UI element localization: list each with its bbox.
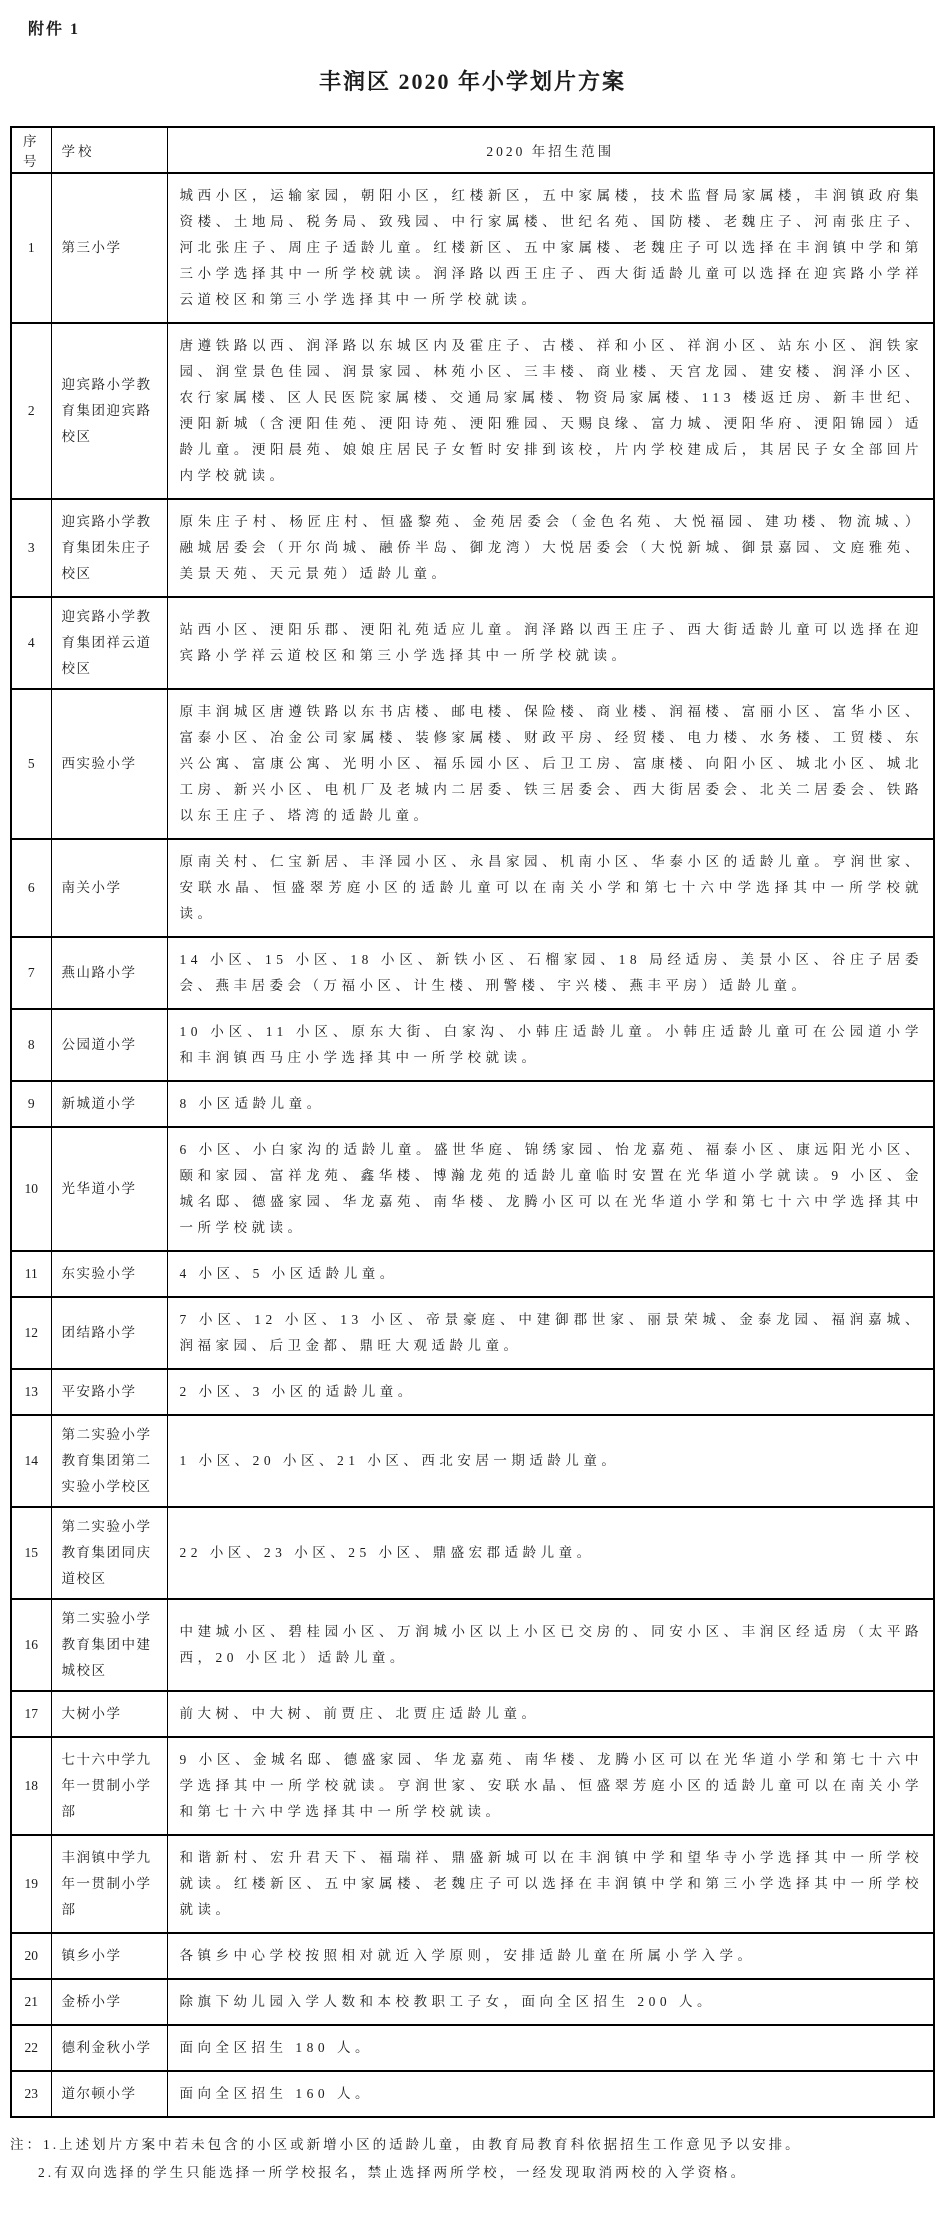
school-name-cell: 第二实验小学教育集团第二实验小学校区 <box>51 1415 167 1507</box>
enrollment-range-cell: 原南关村、仁宝新居、丰泽园小区、永昌家园、机南小区、华泰小区的适龄儿童。亨润世家、安联水晶、恒盛翠芳庭小区的适龄儿童可以在南关小学和第七十六中学选择其中一所学校就读。 <box>167 839 934 937</box>
zoning-table-body <box>11 173 934 2117</box>
table-row <box>11 1127 934 1251</box>
table-row <box>11 2025 934 2071</box>
enrollment-range-cell: 7 小区、12 小区、13 小区、帝景豪庭、中建御郡世家、丽景荣城、金泰龙园、福润嘉城、润福家园、后卫金都、鼎旺大观适龄儿童。 <box>167 1297 934 1369</box>
table-row <box>11 689 934 839</box>
row-number-cell: 4 <box>11 597 51 689</box>
table-row <box>11 1507 934 1599</box>
school-name-cell: 公园道小学 <box>51 1009 167 1081</box>
school-name-cell: 团结路小学 <box>51 1297 167 1369</box>
row-number-cell: 8 <box>11 1009 51 1081</box>
row-number-cell: 10 <box>11 1127 51 1251</box>
table-row <box>11 1251 934 1297</box>
school-name-cell: 燕山路小学 <box>51 937 167 1009</box>
enrollment-range-cell: 和谐新村、宏升君天下、福瑞祥、鼎盛新城可以在丰润镇中学和望华寺小学选择其中一所学校就读。红楼新区、五中家属楼、老魏庄子可以选择在丰润镇中学和第三小学选择其中一所学校就读。 <box>167 1835 934 1933</box>
school-name-cell: 光华道小学 <box>51 1127 167 1251</box>
school-name-cell: 金桥小学 <box>51 1979 167 2025</box>
school-name-cell: 迎宾路小学教育集团迎宾路校区 <box>51 323 167 499</box>
row-number-cell: 12 <box>11 1297 51 1369</box>
school-name-cell: 德利金秋小学 <box>51 2025 167 2071</box>
table-row <box>11 1933 934 1979</box>
school-name-cell: 丰润镇中学九年一贯制小学部 <box>51 1835 167 1933</box>
enrollment-range-cell: 面向全区招生 180 人。 <box>167 2025 934 2071</box>
school-name-cell: 第三小学 <box>51 173 167 323</box>
school-name-cell: 大树小学 <box>51 1691 167 1737</box>
enrollment-range-cell: 站西小区、浭阳乐郡、浭阳礼苑适应儿童。润泽路以西王庄子、西大街适龄儿童可以选择在迎宾路小学祥云道校区和第三小学选择其中一所学校就读。 <box>167 597 934 689</box>
row-number-cell: 23 <box>11 2071 51 2117</box>
enrollment-range-cell: 城西小区，运输家园，朝阳小区，红楼新区，五中家属楼，技术监督局家属楼，丰润镇政府集资楼、土地局、税务局、致残园、中行家属楼、世纪名苑、国防楼、老魏庄子、河南张庄子、河北张庄子、周庄子适龄儿童。红楼新区、五中家属楼、老魏庄子可以选择在丰润镇中学和第三小学选择其中一所学校就读。润泽路以西王庄子、西大街适龄儿童可以选择在迎宾路小学祥云道校区和第三小学选择其中一所学校就读。 <box>167 173 934 323</box>
enrollment-range-cell: 10 小区、11 小区、原东大街、白家沟、小韩庄适龄儿童。小韩庄适龄儿童可在公园道小学和丰润镇西马庄小学选择其中一所学校就读。 <box>167 1009 934 1081</box>
row-number-cell: 5 <box>11 689 51 839</box>
attachment-label: 附件 1 <box>28 21 81 38</box>
enrollment-range-cell: 4 小区、5 小区适龄儿童。 <box>167 1251 934 1297</box>
table-row <box>11 1691 934 1737</box>
table-row <box>11 839 934 937</box>
enrollment-range-cell: 原朱庄子村、杨匠庄村、恒盛黎苑、金苑居委会（金色名苑、大悦福园、建功楼、物流城、）融城居委会（开尔尚城、融侨半岛、御龙湾）大悦居委会（大悦新城、御景嘉园、文庭雅苑、美景天苑、天元景苑）适龄儿童。 <box>167 499 934 597</box>
row-number-cell: 21 <box>11 1979 51 2025</box>
row-number-cell: 22 <box>11 2025 51 2071</box>
enrollment-range-cell: 8 小区适龄儿童。 <box>167 1081 934 1127</box>
table-row <box>11 499 934 597</box>
note-line-2: 2.有双向选择的学生只能选择一所学校报名，禁止选择两所学校，一经发现取消两校的入学资格。 <box>38 2165 748 2180</box>
row-number-cell: 16 <box>11 1599 51 1691</box>
enrollment-range-cell: 原丰润城区唐遵铁路以东书店楼、邮电楼、保险楼、商业楼、润福楼、富丽小区、富华小区、富泰小区、冶金公司家属楼、装修家属楼、财政平房、经贸楼、电力楼、水务楼、工贸楼、东兴公寓、富康公寓、光明小区、福乐园小区、后卫工房、富康楼、向阳小区、城北小区、城北工房、新兴小区、电机厂及老城内二居委、铁三居委会、西大街居委会、北关二居委会、铁路以东王庄子、塔湾的适龄儿童。 <box>167 689 934 839</box>
school-name-cell: 新城道小学 <box>51 1081 167 1127</box>
school-name-cell: 平安路小学 <box>51 1369 167 1415</box>
row-number-cell: 15 <box>11 1507 51 1599</box>
table-row <box>11 323 934 499</box>
table-header-row <box>11 127 934 173</box>
enrollment-range-cell: 2 小区、3 小区的适龄儿童。 <box>167 1369 934 1415</box>
school-name-cell: 第二实验小学教育集团中建城校区 <box>51 1599 167 1691</box>
column-header-range: 2020 年招生范围 <box>167 127 934 173</box>
row-number-cell: 1 <box>11 173 51 323</box>
page-title: 丰润区 2020 年小学划片方案 <box>318 69 626 94</box>
enrollment-range-cell: 6 小区、小白家沟的适龄儿童。盛世华庭、锦绣家园、怡龙嘉苑、福泰小区、康远阳光小区、颐和家园、富祥龙苑、鑫华楼、博瀚龙苑的适龄儿童临时安置在光华道小学就读。9 小区、金城名邸、德盛家园、华龙嘉苑、南华楼、龙腾小区可以在光华道小学和第七十六中学选择其中一所学校就读。 <box>167 1127 934 1251</box>
table-row <box>11 1737 934 1835</box>
enrollment-range-cell: 唐遵铁路以西、润泽路以东城区内及霍庄子、古楼、祥和小区、祥润小区、站东小区、润铁家园、润堂景色佳园、润景家园、林苑小区、三丰楼、商业楼、天宫龙园、建安楼、润泽小区、农行家属楼、区人民医院家属楼、交通局家属楼、物资局家属楼、113 楼返迁房、新丰世纪、浭阳新城（含浭阳佳苑、浭阳诗苑、浭阳雅园、天赐良缘、富力城、浭阳华府、浭阳锦园）适龄儿童。浭阳晨苑、娘娘庄居民子女暂时安排到该校，片内学校建成后，其居民子女全部回片内学校就读。 <box>167 323 934 499</box>
column-header-school: 学校 <box>51 127 167 173</box>
table-row <box>11 937 934 1009</box>
enrollment-range-cell: 除旗下幼儿园入学人数和本校教职工子女，面向全区招生 200 人。 <box>167 1979 934 2025</box>
table-row <box>11 597 934 689</box>
table-row <box>11 173 934 323</box>
zoning-table <box>10 126 935 2118</box>
enrollment-range-cell: 前大树、中大树、前贾庄、北贾庄适龄儿童。 <box>167 1691 934 1737</box>
table-row <box>11 1835 934 1933</box>
school-name-cell: 迎宾路小学教育集团祥云道校区 <box>51 597 167 689</box>
row-number-cell: 18 <box>11 1737 51 1835</box>
school-name-cell: 西实验小学 <box>51 689 167 839</box>
row-number-cell: 7 <box>11 937 51 1009</box>
table-row <box>11 1009 934 1081</box>
row-number-cell: 17 <box>11 1691 51 1737</box>
enrollment-range-cell: 14 小区、15 小区、18 小区、新铁小区、石榴家园、18 局经适房、美景小区、谷庄子居委会、燕丰居委会（万福小区、计生楼、刑警楼、宇兴楼、燕丰平房）适龄儿童。 <box>167 937 934 1009</box>
school-name-cell: 南关小学 <box>51 839 167 937</box>
table-row <box>11 1979 934 2025</box>
row-number-cell: 11 <box>11 1251 51 1297</box>
row-number-cell: 3 <box>11 499 51 597</box>
enrollment-range-cell: 22 小区、23 小区、25 小区、鼎盛宏郡适龄儿童。 <box>167 1507 934 1599</box>
enrollment-range-cell: 面向全区招生 160 人。 <box>167 2071 934 2117</box>
row-number-cell: 19 <box>11 1835 51 1933</box>
school-name-cell: 东实验小学 <box>51 1251 167 1297</box>
school-name-cell: 七十六中学九年一贯制小学部 <box>51 1737 167 1835</box>
enrollment-range-cell: 各镇乡中心学校按照相对就近入学原则，安排适龄儿童在所属小学入学。 <box>167 1933 934 1979</box>
enrollment-range-cell: 1 小区、20 小区、21 小区、西北安居一期适龄儿童。 <box>167 1415 934 1507</box>
row-number-cell: 20 <box>11 1933 51 1979</box>
enrollment-range-cell: 9 小区、金城名邸、德盛家园、华龙嘉苑、南华楼、龙腾小区可以在光华道小学和第七十六中学选择其中一所学校就读。亨润世家、安联水晶、恒盛翠芳庭小区的适龄儿童可以在南关小学和第七十六中学选择其中一所学校就读。 <box>167 1737 934 1835</box>
table-row <box>11 1415 934 1507</box>
enrollment-range-cell: 中建城小区、碧桂园小区、万润城小区以上小区已交房的、同安小区、丰润区经适房（太平路西，20 小区北）适龄儿童。 <box>167 1599 934 1691</box>
note-line-1: 注：1.上述划片方案中若未包含的小区或新增小区的适龄儿童，由教育局教育科依据招生工作意见予以安排。 <box>10 2137 802 2152</box>
column-header-index: 序号 <box>11 127 51 173</box>
table-row <box>11 1297 934 1369</box>
row-number-cell: 6 <box>11 839 51 937</box>
school-name-cell: 第二实验小学教育集团同庆道校区 <box>51 1507 167 1599</box>
row-number-cell: 2 <box>11 323 51 499</box>
table-row <box>11 2071 934 2117</box>
table-row <box>11 1599 934 1691</box>
footnotes <box>10 2132 935 2186</box>
school-name-cell: 镇乡小学 <box>51 1933 167 1979</box>
row-number-cell: 13 <box>11 1369 51 1415</box>
table-row <box>11 1081 934 1127</box>
school-name-cell: 道尔顿小学 <box>51 2071 167 2117</box>
school-name-cell: 迎宾路小学教育集团朱庄子校区 <box>51 499 167 597</box>
row-number-cell: 14 <box>11 1415 51 1507</box>
table-row <box>11 1369 934 1415</box>
row-number-cell: 9 <box>11 1081 51 1127</box>
